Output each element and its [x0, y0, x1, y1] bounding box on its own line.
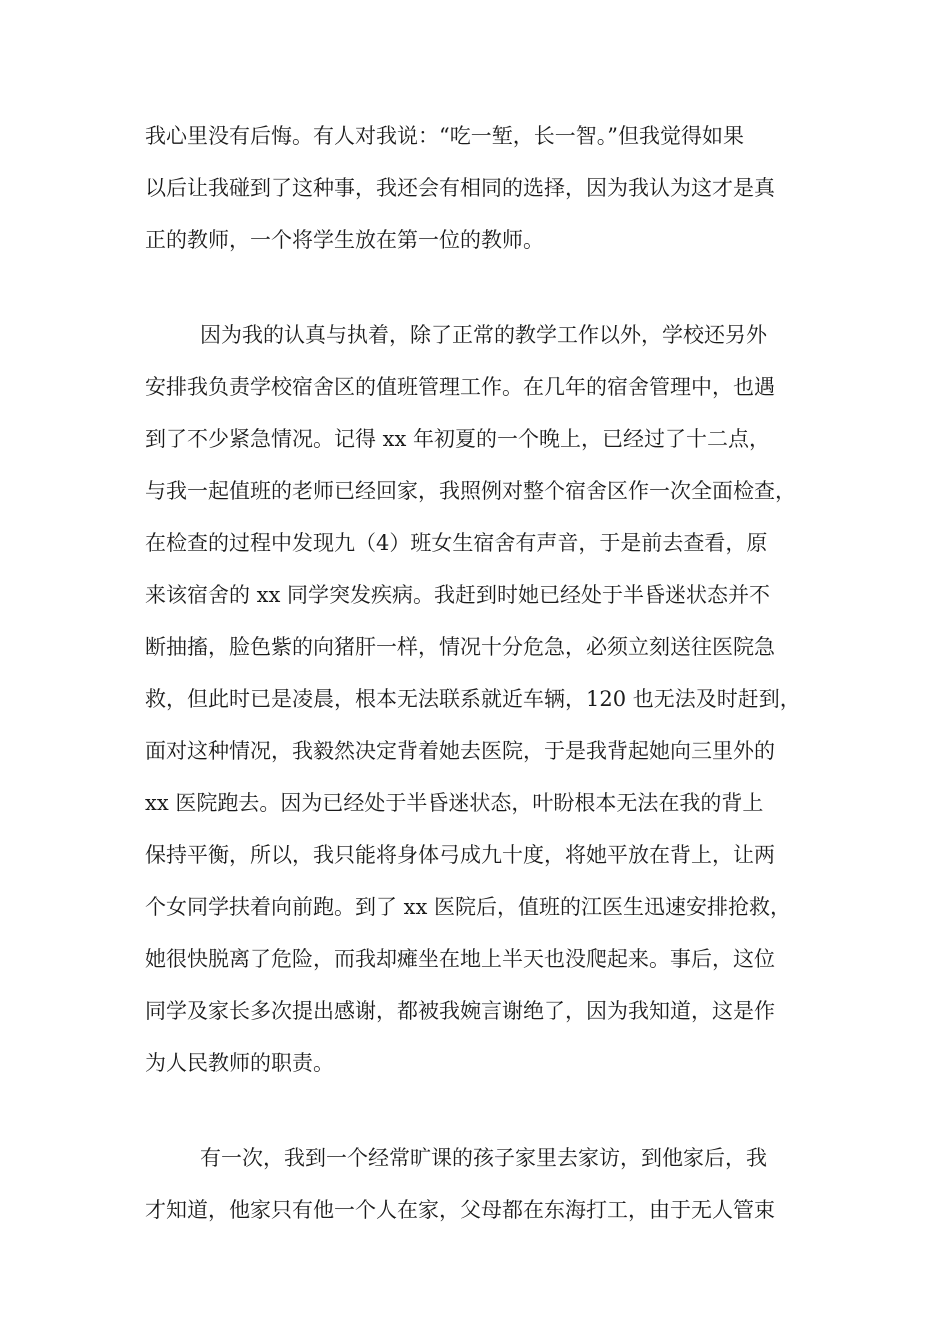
text-line: 个女同学扶着向前跑。到了 xx 医院后，值班的江医生迅速安排抢救，	[145, 895, 792, 919]
text-line: 我心里没有后悔。有人对我说：“吃一堑，长一智。”但我觉得如果	[145, 124, 744, 148]
text-line: 安排我负责学校宿舍区的值班管理工作。在几年的宿舍管理中，也遇	[145, 375, 775, 399]
text-line: xx 医院跑去。因为已经处于半昏迷状态，叶盼根本无法在我的背上	[145, 791, 764, 815]
text-line: 为人民教师的职责。	[145, 1051, 334, 1075]
text-line: 在检查的过程中发现九（4）班女生宿舍有声音，于是前去查看，原	[145, 531, 768, 555]
text-line: 正的教师，一个将学生放在第一位的教师。	[145, 228, 544, 252]
text-line: 同学及家长多次提出感谢，都被我婉言谢绝了，因为我知道，这是作	[145, 999, 775, 1023]
text-line: 因为我的认真与执着，除了正常的教学工作以外，学校还另外	[200, 323, 767, 347]
text-line: 与我一起值班的老师已经回家，我照例对整个宿舍区作一次全面检查，	[145, 479, 796, 503]
text-line: 她很快脱离了危险，而我却瘫坐在地上半天也没爬起来。事后，这位	[145, 947, 775, 971]
text-line: 有一次，我到一个经常旷课的孩子家里去家访，到他家后，我	[200, 1146, 767, 1170]
text-line: 以后让我碰到了这种事，我还会有相同的选择，因为我认为这才是真	[145, 176, 775, 200]
text-line: 才知道，他家只有他一个人在家，父母都在东海打工，由于无人管束	[145, 1198, 775, 1222]
text-line: 断抽搐，脸色紫的向猪肝一样，情况十分危急，必须立刻送往医院急	[145, 635, 775, 659]
text-line: 面对这种情况，我毅然决定背着她去医院，于是我背起她向三里外的	[145, 739, 775, 763]
text-line: 来该宿舍的 xx 同学突发疾病。我赶到时她已经处于半昏迷状态并不	[145, 583, 771, 607]
text-line: 保持平衡，所以，我只能将身体弓成九十度，将她平放在背上，让两	[145, 843, 775, 867]
text-line: 到了不少紧急情况。记得 xx 年初夏的一个晚上，已经过了十二点，	[145, 427, 771, 451]
text-line: 救，但此时已是凌晨，根本无法联系就近车辆，120 也无法及时赶到，	[145, 687, 801, 711]
